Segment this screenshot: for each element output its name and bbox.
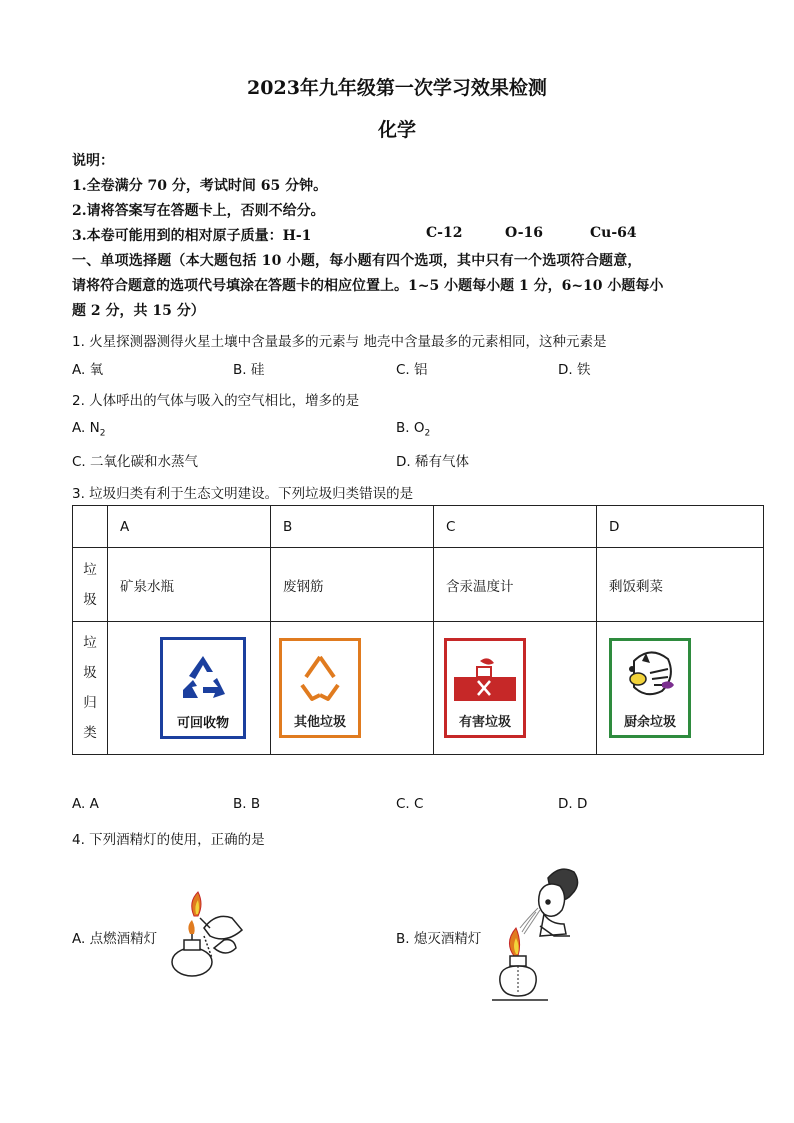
q3-option-c: C. C (396, 796, 424, 812)
waste-item-d: 剩饭剩菜 (597, 548, 764, 622)
other-waste-icon (292, 651, 348, 707)
q2-option-a: A. $N_2$ (72, 420, 106, 439)
notes-heading: 说明： (72, 153, 114, 169)
mass-c: C-12 (426, 225, 463, 241)
q3-table (72, 505, 764, 755)
section-heading-line3: 题 2 分，共 15 分） (72, 303, 205, 319)
note-2: 2.请将答案写在答题卡上，否则不给分。 (72, 203, 325, 219)
mass-o: O-16 (505, 225, 544, 241)
bin-cell-a (108, 622, 271, 755)
exam-title: 2023年九年级第一次学习效果检测 (247, 77, 547, 99)
q2-stem: 2. 人体呼出的气体与吸入的空气相比，增多的是 (72, 393, 360, 409)
col-header-c: C (434, 506, 597, 548)
bin-other (279, 638, 361, 738)
section-heading-line1: 一、单项选择题（本大题包括 10 小题，每小题有四个选项，其中只有一个选项符合题意， (72, 253, 642, 269)
q4-option-a: A. 点燃酒精灯 (72, 931, 158, 947)
col-header-d: D (597, 506, 764, 548)
section-heading-line2: 请将符合题意的选项代号填涂在答题卡的相应位置上。1~5 小题每小题 1 分，6~10 小题每小 (72, 278, 664, 294)
recycle-icon (173, 650, 233, 710)
q4-option-b: B. 熄灭酒精灯 (396, 931, 482, 947)
alcohol-lamp-blowing-illustration (488, 864, 584, 1006)
q1-stem: 1. 火星探测器测得火星土壤中含量最多的元素与 地壳中含量最多的元素相同，这种元素是 (72, 334, 607, 350)
table-corner (73, 506, 108, 548)
q2-option-c: C. 二氧化碳和水蒸气 (72, 454, 199, 470)
bin-recyclable (160, 637, 246, 739)
q3-option-b: B. B (233, 796, 261, 812)
q3-stem: 3. 垃圾归类有利于生态文明建设。下列垃圾归类错误的是 (72, 486, 414, 502)
mass-cu: Cu-64 (590, 225, 637, 241)
col-header-a: A (108, 506, 271, 548)
row-head-category: 垃 圾 归 类 (73, 622, 108, 755)
bin-hazardous (444, 638, 526, 738)
q1-option-a: A. 氧 (72, 362, 104, 378)
bin-cell-d (597, 622, 764, 755)
row-head-waste: 垃 圾 (73, 548, 108, 622)
q2-option-b: B. $O_2$ (396, 420, 431, 439)
q2-option-d: D. 稀有气体 (396, 454, 469, 470)
q1-option-d: D. 铁 (558, 362, 591, 378)
bin-food (609, 638, 691, 738)
q1-option-c: C. 铝 (396, 362, 428, 378)
q4-stem: 4. 下列酒精灯的使用，正确的是 (72, 832, 265, 848)
waste-item-c: 含汞温度计 (434, 548, 597, 622)
note-1: 1.全卷满分 70 分，考试时间 65 分钟。 (72, 178, 328, 194)
waste-item-b: 废钢筋 (271, 548, 434, 622)
q3-option-d: D. D (558, 796, 588, 812)
bin-label-hazardous: 有害垃圾 (458, 715, 511, 730)
col-header-b: B (271, 506, 434, 548)
bin-label-other: 其他垃圾 (293, 715, 346, 730)
bin-label-food: 厨余垃圾 (623, 715, 676, 730)
subject-title: 化学 (377, 119, 416, 141)
waste-item-a: 矿泉水瓶 (108, 548, 271, 622)
bin-cell-b (271, 622, 434, 755)
q1-option-b: B. 硅 (233, 362, 265, 378)
note-3: 3.本卷可能用到的相对原子质量：H-1 (72, 228, 312, 244)
q3-option-a: A. A (72, 796, 99, 812)
bin-label-recyclable: 可回收物 (176, 716, 229, 731)
alcohol-lamp-lighting-illustration (164, 888, 260, 984)
hazardous-icon (454, 655, 516, 705)
bin-cell-c (434, 622, 597, 755)
food-waste-icon (620, 647, 682, 703)
